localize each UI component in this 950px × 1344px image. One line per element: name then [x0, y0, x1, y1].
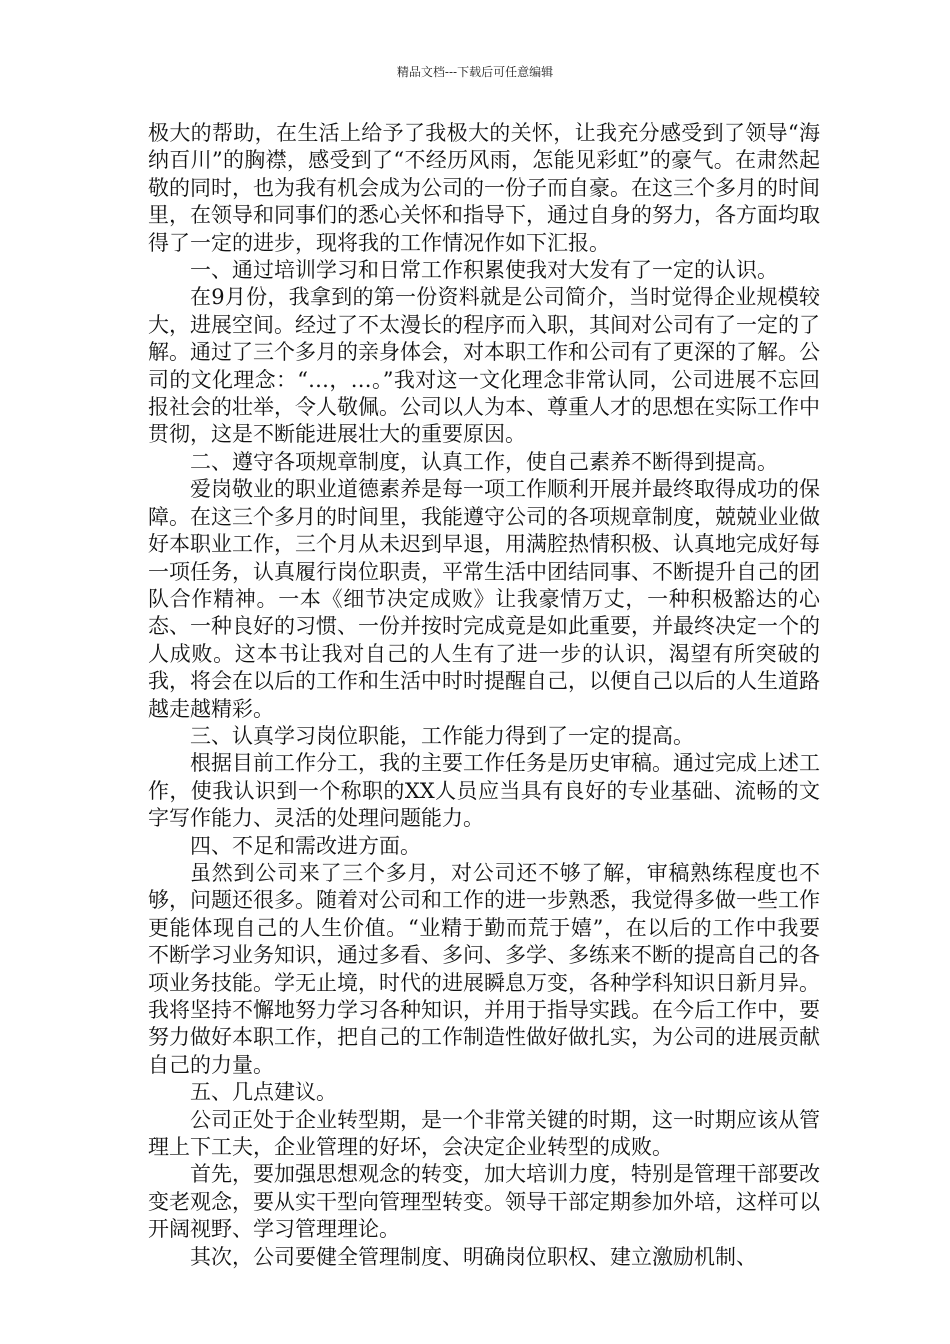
body-paragraph: 根据目前工作分工，我的主要工作任务是历史审稿。通过完成上述工作，使我认识到一个称职的XX人员应当具有良好的专业基础、流畅的文字写作能力、灵活的处理问题能力。 — [148, 751, 820, 831]
body-paragraph: 虽然到公司来了三个多月，对公司还不够了解，审稿熟练程度也不够，问题还很多。随着对公司和工作的进一步熟悉，我觉得多做一些工作更能体现自己的人生价值。“业精于勤而荒于嬉”，在以后的工作中我要不断学习业务知识，通过多看、多问、多学、多练来不断的提高自己的各项业务技能。学无止境，时代的进展瞬息万变，各种学科知识日新月异。我将坚持不懈地努力学习各种知识，并用于指导实践。在今后工作中，要努力做好本职工作，把自己的工作制造性做好做扎实，为公司的进展贡献自己的力量。 — [148, 860, 820, 1077]
body-paragraph: 极大的帮助，在生活上给予了我极大的关怀，让我充分感受到了领导“海纳百川”的胸襟，感受到了“不经历风雨，怎能见彩虹”的豪气。在肃然起敬的同时，也为我有机会成为公司的一份子而自豪。在这三个多月的时间里，在领导和同事们的悉心关怀和指导下，通过自身的努力，各方面均取得了一定的进步，现将我的工作情况作如下汇报。 — [148, 121, 820, 255]
section-heading: 三、认真学习岗位职能，工作能力得到了一定的提高。 — [190, 723, 694, 748]
section-heading: 五、几点建议。 — [190, 1080, 337, 1105]
body-paragraph: 公司正处于企业转型期，是一个非常关键的时期，这一时期应该从管理上下工夫，企业管理的好坏，会决定企业转型的成败。 — [148, 1107, 820, 1160]
body-paragraph: 在9月份，我拿到的第一份资料就是公司简介，当时觉得企业规模较大，进展空间。经过了不太漫长的程序而入职，其间对公司有了一定的了解。通过了三个多月的亲身体会，对本职工作和公司有了更深的了解。公司的文化理念：“…，…。”我对这一文化理念非常认同，公司进展不忘回报社会的壮举，令人敬佩。公司以人为本、尊重人才的思想在实际工作中贯彻，这是不断能进展壮大的重要原因。 — [148, 285, 820, 447]
section-heading: 四、不足和需改进方面。 — [190, 833, 421, 858]
body-paragraph: 首先，要加强思想观念的转变，加大培训力度，特别是管理干部要改变老观念，要从实干型向管理型转变。领导干部定期参加外培，这样可以开阔视野、学习管理理论。 — [148, 1162, 820, 1242]
body-paragraph: 爱岗敬业的职业道德素养是每一项工作顺利开展并最终取得成功的保障。在这三个多月的时间里，我能遵守公司的各项规章制度，兢兢业业做好本职业工作，三个月从未迟到早退，用满腔热情积极、认真地完成好每一项任务，认真履行岗位职责，平常生活中团结同事、不断提升自己的团队合作精神。一本《细节决定成败》让我豪情万丈，一种积极豁达的心态、一种良好的习惯、一份并按时完成竟是如此重要，并最终决定一个的人成败。这本书让我对自己的人生有了进一步的认识，渴望有所突破的我，将会在以后的工作和生活中时时提醒自己，以便自己以后的人生道路越走越精彩。 — [148, 477, 820, 721]
page-header: 精品文档---下载后可任意编辑 — [396, 65, 554, 79]
section-heading: 一、通过培训学习和日常工作积累使我对大发有了一定的认识。 — [190, 258, 778, 283]
section-heading: 二、遵守各项规章制度，认真工作，使自己素养不断得到提高。 — [190, 449, 778, 474]
document-body — [148, 120, 820, 1271]
body-paragraph: 其次，公司要健全管理制度、明确岗位职权、建立激励机制、 — [190, 1244, 757, 1269]
